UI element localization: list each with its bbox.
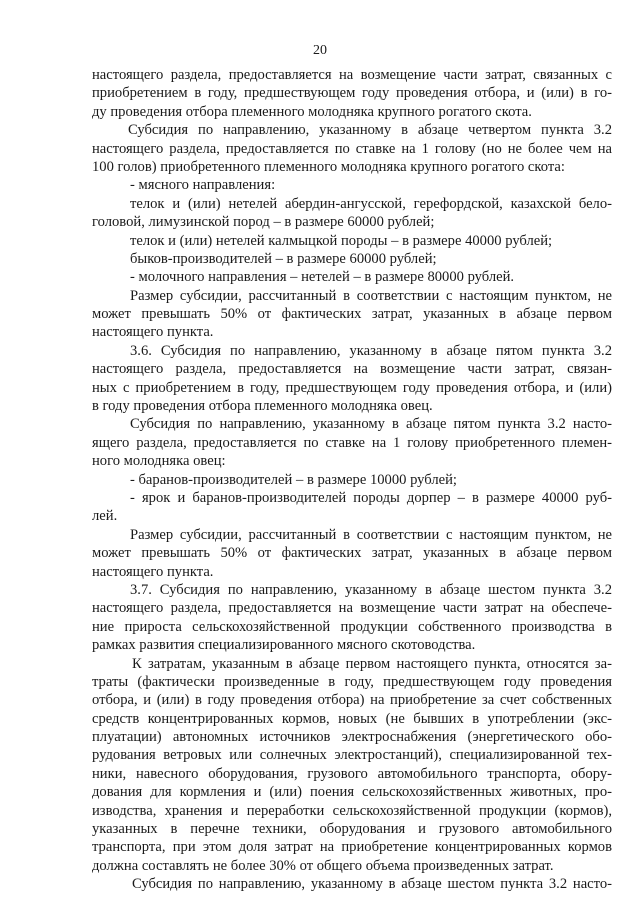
text-line: ду проведения отбора племенного молодняка крупного рогатого скота.	[92, 103, 532, 120]
text-line: отбора, и (или) в году проведения отбора) на приобретение за счет собственных	[92, 692, 612, 709]
text-line: 3.7. Субсидия по направлению, указанному в абзаце шестом пункта 3.2	[130, 581, 612, 598]
text-line: траты (фактически произведенные в году, предшествующем году проведения	[92, 673, 612, 690]
text-line: может превышать 50% от фактических затрат, указанных в абзаце первом	[92, 306, 612, 323]
text-line: быков-производителей – в размере 60000 рублей;	[130, 250, 437, 267]
text-line: рудования ветровых или солнечных электростанций), специализированной тех-	[92, 747, 612, 764]
text-line: - мясного направления:	[130, 177, 276, 194]
text-line: ных с приобретением в году, предшествующем году проведения отбора, и (или)	[92, 379, 612, 396]
text-line: настоящего раздела, предоставляется на возмещение части затрат на обеспече-	[92, 600, 612, 617]
text-line: настоящего пункта.	[92, 324, 214, 341]
text-line: Размер субсидии, рассчитанный в соответствии с настоящим пунктом, не	[130, 287, 612, 304]
text-line: указанных в перечне техники, оборудования и грузового автомобильного	[92, 821, 612, 838]
text-line: - ярок и баранов-производителей породы дорпер – в размере 40000 руб-	[130, 489, 612, 506]
text-line: - молочного направления – нетелей – в размере 80000 рублей.	[130, 269, 515, 286]
text-line: может превышать 50% от фактических затрат, указанных в абзаце первом	[92, 545, 612, 562]
text-line: Субсидия по направлению, указанному в абзаце пятом пункта 3.2 насто-	[130, 416, 612, 433]
page-number: 20	[313, 43, 327, 58]
text-line: рамках развития специализированного мясного скотоводства.	[92, 637, 476, 654]
text-line: настоящего раздела, предоставляется на возмещение части затрат, связан-	[92, 361, 612, 378]
document-body	[92, 66, 612, 894]
text-line: плуатации) автономных источников электроснабжения (энергетического обо-	[92, 729, 612, 746]
text-line: приобретением в году, предшествующем году проведения отбора, и (или) в го-	[92, 85, 612, 102]
text-line: средств концентрированных кормов, новых (не бывших в употреблении (экс-	[92, 710, 612, 727]
text-line: настоящего раздела, предоставляется на возмещение части затрат, связанных с	[92, 67, 612, 83]
text-line: ящего раздела, предоставляется по ставке на 1 голову приобретенного племен-	[92, 434, 612, 451]
text-line: Субсидия по направлению, указанному в абзаце четвертом пункта 3.2	[128, 122, 612, 139]
text-line: ние прироста сельскохозяйственной продукции собственного производства в	[92, 618, 612, 635]
text-line: головой, лимузинской пород – в размере 60000 рублей;	[92, 214, 435, 231]
text-line: изводства, хранения и переработки сельскохозяйственной продукции (кормов),	[92, 802, 612, 819]
text-line: ного молодняка овец:	[92, 453, 226, 470]
text-line: телок и (или) нетелей калмыцкой породы – в размере 40000 рублей;	[130, 232, 553, 249]
text-line: настоящего раздела, предоставляется по ставке на 1 голову (но не более чем на	[92, 140, 612, 157]
text-line: транспорта, при этом доля затрат на приобретение концентрированных кормов	[92, 839, 612, 856]
text-line: настоящего пункта.	[92, 563, 214, 580]
text-line: в году проведения отбора племенного молодняка овец.	[92, 398, 433, 415]
text-line: должна составлять не более 30% от общего объема произведенных затрат.	[92, 857, 554, 874]
text-line: 3.6. Субсидия по направлению, указанному в абзаце пятом пункта 3.2	[130, 342, 612, 359]
text-line: ники, навесного оборудования, грузового автомобильного транспорта, обору-	[92, 765, 612, 782]
text-line: Размер субсидии, рассчитанный в соответствии с настоящим пунктом, не	[130, 526, 612, 543]
text-line: К затратам, указанным в абзаце первом настоящего пункта, относятся за-	[132, 655, 612, 672]
text-line: - баранов-производителей – в размере 10000 рублей;	[130, 471, 457, 488]
text-line: 100 голов) приобретенного племенного молодняка крупного рогатого скота:	[92, 158, 565, 175]
text-line: Субсидия по направлению, указанному в абзаце шестом пункта 3.2 насто-	[132, 876, 612, 893]
text-line: телок и (или) нетелей абердин-ангусской, герефордской, казахской бело-	[130, 195, 612, 212]
text-line: дования для кормления и (или) поения сельскохозяйственных животных, про-	[92, 784, 612, 801]
text-line: лей.	[92, 508, 118, 525]
